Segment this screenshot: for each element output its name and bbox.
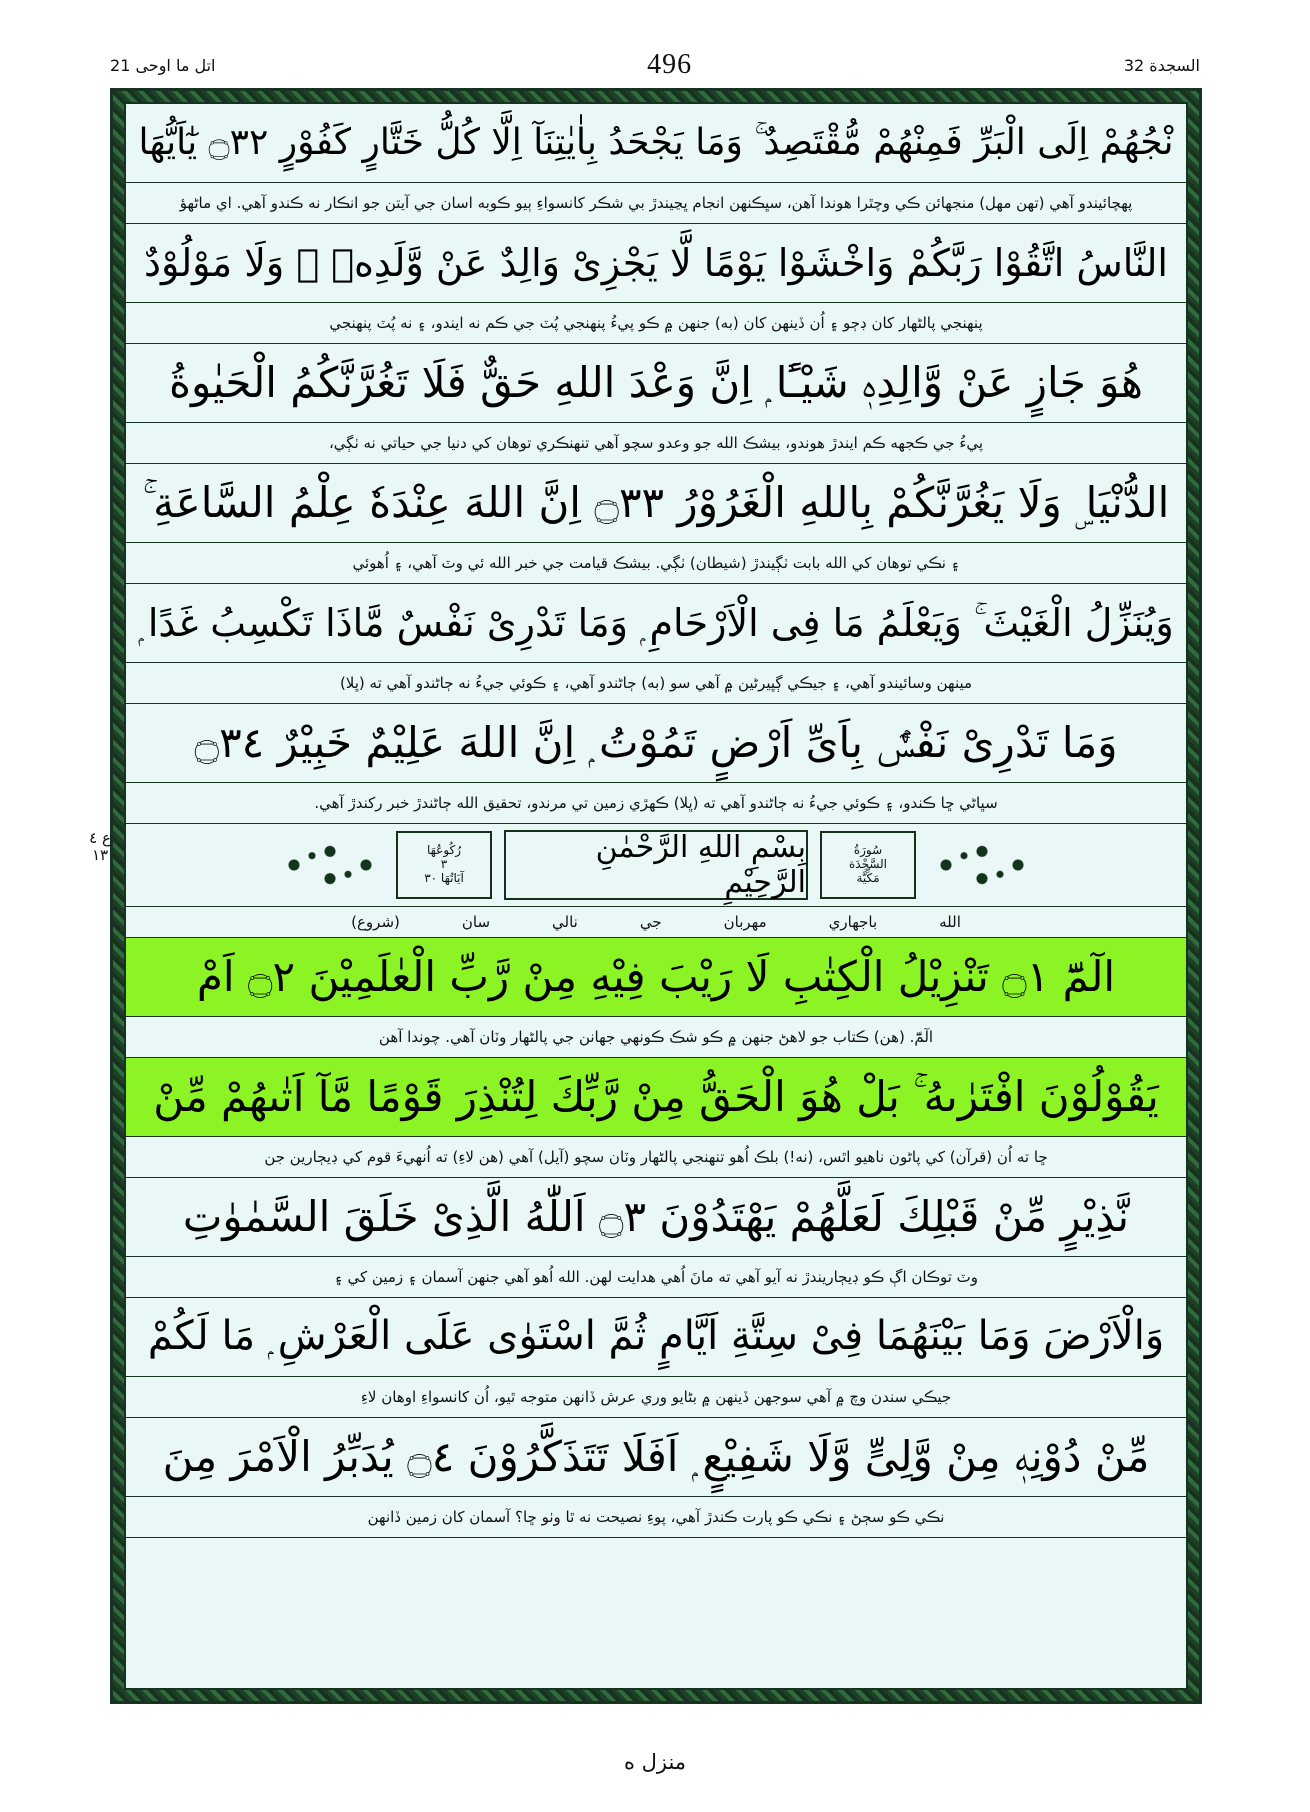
ayah-arabic-text: هُوَ جَازٍ عَنْ وَّالِدِهٖ شَيْـًٔا ۭ اِنَّ وَعْدَ اللهِ حَقٌّ فَلَا تَغُرَّنَّكُمُ الْحَيٰوةُ [168, 358, 1144, 408]
translation-row [126, 543, 1186, 584]
ayah-row [126, 1298, 1186, 1377]
ornament-icon [922, 834, 1042, 896]
basmala-word: جي [639, 913, 662, 931]
ayah-arabic-text: نَّذِيْرٍ مِّنْ قَبْلِكَ لَعَلَّهُمْ يَهْتَدُوْنَ ۝٣ اَللّٰهُ الَّذِىْ خَلَقَ السَّمٰوٰتِ [182, 1192, 1130, 1242]
ayah-row-highlighted [126, 938, 1186, 1017]
ayah-arabic-text: يَقُوْلُوْنَ افْتَرٰىهُ ۚ بَلْ هُوَ الْحَقُّ مِنْ رَّبِّكَ لِتُنْذِرَ قَوْمًا مَّآ اَتٰىهُمْ مِّنْ [153, 1072, 1159, 1122]
ayah-row [126, 1418, 1186, 1497]
basmala-word: (شروع) [351, 913, 400, 931]
ayah-row [126, 464, 1186, 543]
juz-side-marker: ع ٤ ١٣ [89, 829, 111, 865]
surah-box-ruku-label: رُكُوعُهَا [426, 843, 462, 858]
manzil-label: منزل ه [623, 1750, 687, 1774]
ayah-row [126, 344, 1186, 423]
translation-text: پيءُ جي ڪجهه ڪم ايندڙ هوندو، بيشڪ الله جو وعدو سچو آهي تنهنڪري توهان کي دنيا جي حياتي نه ٺڳي، [328, 433, 984, 452]
page-footer [0, 1750, 1310, 1774]
basmala-word: نالي [552, 913, 578, 931]
translation-row [126, 303, 1186, 344]
translation-row [126, 1497, 1186, 1538]
surah-info-box-left [396, 831, 492, 899]
translation-text: پهچائيندو آهي (تهن مهل) منجهائن ڪي وچٿرا هوندا آهن، سڀڪنهن انجام ڀڃيندڙ بي شڪر کانسواءِ ٻيو ڪوبه اسان جي آيتن جو انڪار نه ڪندو آهي. اي ماڻهؤ [179, 193, 1133, 212]
surah-box-line3: مَكِّيَّة [856, 870, 880, 885]
ayah-arabic-text: وَالْاَرْضَ وَمَا بَيْنَهُمَا فِىْ سِتَّةِ اَيَّامٍ ثُمَّ اسْتَوٰى عَلَى الْعَرْشِ ۭ مَا لَكُمْ [147, 1313, 1165, 1360]
ayah-row [126, 224, 1186, 303]
ayah-arabic-text: الدُّنْيَا ۣ وَلَا يَغُرَّنَّكُمْ بِاللهِ الْغَرُوْرُ ۝٣٣ اِنَّ اللهَ عِنْدَهٗ عِلْمُ السَّاعَةِ ۚ [142, 478, 1170, 528]
translation-row [126, 423, 1186, 464]
ayah-arabic-text: وَمَا تَدْرِىْ نَفْسٌۢ بِاَىِّ اَرْضٍ تَمُوْتُ ۭ اِنَّ اللهَ عَلِيْمٌ خَبِيْرٌ ۝٣٤ [194, 718, 1118, 768]
surah-box-line2: السَّجْدَة [848, 857, 888, 872]
basmala-word: سان [461, 913, 491, 931]
ayah-arabic-text: وَيُنَزِّلُ الْغَيْثَ ۚ وَيَعْلَمُ مَا فِى الْاَرْحَامِ ۭ وَمَا تَدْرِىْ نَفْسٌ مَّاذَا تَكْسِبُ غَدًا ۭ [138, 600, 1174, 645]
ayah-row [126, 1178, 1186, 1257]
ayah-row-highlighted [126, 1058, 1186, 1137]
translation-text: ۽ نڪي توهان کي الله بابت ٺڳيندڙ (شيطان) ٺڳي. بيشڪ قيامت جي خبر الله ئي وٽ آهي، ۽ اُهوئي [352, 553, 960, 572]
basmala-word: باجهاري [828, 913, 878, 931]
translation-row [126, 663, 1186, 704]
translation-row [126, 183, 1186, 224]
ayah-arabic-text: النَّاسُ اتَّقُوْا رَبَّكُمْ وَاخْشَوْا يَوْمًا لَّا يَجْزِىْ وَالِدٌ عَنْ وَّلَدِهٖ ۖ وَلَا مَوْلُوْدٌ [144, 240, 1168, 285]
juz-name-label: اتل ما اوحی 21 [110, 55, 216, 75]
ayah-arabic-text: الٓمّٓ ۝١ تَنْزِيْلُ الْكِتٰبِ لَا رَيْبَ فِيْهِ مِنْ رَّبِّ الْعٰلَمِيْنَ ۝٢ اَمْ [196, 952, 1116, 1002]
translation-text: الٓمّٓ. (هن) ڪتاب جو لاهڻ جنهن ۾ ڪو شڪ ڪونهي جهانن جي پالڻهار وٽان آهي. چوندا آهن [378, 1027, 934, 1046]
translation-row [126, 783, 1186, 824]
basmala-word: الله [939, 913, 961, 931]
surah-box-ruku-count: ٣ [440, 857, 448, 872]
translation-text: پنهنجي پالڻهار کان ڊڄو ۽ اُن ڏينهن کان (به) جنهن ۾ ڪو پيءُ پنهنجي پُٽ جي ڪم نه ايندو، ۽ نه پُٽ پنهنجي [329, 313, 983, 332]
surah-name-label: السجدة 32 [1123, 55, 1200, 75]
translation-text: ڇا ته اُن (قرآن) کي پاڻون ناهيو اٿس، (نه!) بلڪ اُهو تنهنجي پالڻهار وٽان سچو (آيل) آهي (هن لاءِ) ته اُنهيءَ قوم کي ڊيڄارين جن [264, 1147, 1048, 1166]
basmala-text: بِسْمِ اللهِ الرَّحْمٰنِ الرَّحِيْمِ [504, 830, 808, 900]
ayah-arabic-text: مِّنْ دُوْنِهٖ مِنْ وَّلِىٍّ وَّلَا شَفِيْعٍ ۭ اَفَلَا تَتَذَكَّرُوْنَ ۝٤ يُدَبِّرُ الْاَمْرَ مِنَ [162, 1432, 1150, 1482]
surah-box-ayah-count: آيَاتُهَا ٣٠ [424, 870, 464, 885]
ayah-row [126, 104, 1186, 183]
ayah-arabic-text: نْجُهُمْ اِلَى الْبَرِّ فَمِنْهُمْ مُّقْتَصِدٌ ۚ وَمَا يَجْحَدُ بِاٰيٰتِنَآ اِلَّا كُلُّ خَتَّارٍ كَفُوْرٍ ۝٣٢ يٰٓاَيُّهَا [138, 121, 1174, 163]
translation-row [126, 1017, 1186, 1058]
basmala-word: مهربان [723, 913, 767, 931]
basmala-band [126, 824, 1186, 907]
ayah-row [126, 704, 1186, 783]
translation-row [126, 1137, 1186, 1178]
page-number: 496 [647, 49, 693, 80]
translation-text: وٽ توڪان اڳ ڪو ڊيڄاريندڙ نه آيو آهي ته مانَ اُهي هدايت لهن. الله اُهو آهي جنهن آسمان ۽ زمين کي ۽ [333, 1267, 979, 1286]
translation-row [126, 1377, 1186, 1418]
translation-text: مينهن وسائيندو آهي، ۽ جيڪي ڳڀيرڻين ۾ آهي سو (به) ڄاڻندو آهي، ۽ ڪوئي جيءُ نه ڄاڻندو آهي ته (ڀلا) [339, 673, 973, 692]
page-content [126, 104, 1186, 1688]
surah-box-line1: سُورَةُ [853, 843, 883, 858]
translation-text: سڀاڻي ڇا ڪندو، ۽ ڪوئي جيءُ نه ڄاڻندو آهي ته (ڀلا) ڪهڙي زمين تي مرندو، تحقيق الله ڄاڻندڙ خبر رکندڙ آهي. [314, 793, 998, 812]
surah-info-box-right [820, 831, 916, 899]
translation-text: نڪي ڪو سڄڻ ۽ نڪي ڪو پارت ڪندڙ آهي، پوءِ نصيحت نه ٿا وٺو ڇا؟ آسمان کان زمين ڏانهن [367, 1507, 945, 1526]
translation-row [126, 1257, 1186, 1298]
page-header [110, 48, 1200, 82]
translation-text: جيڪي سندن وچ ۾ آهي سوجهن ڏينهن ۾ بڻايو وري عرش ڏانهن متوجه ٿيو، اُن کانسواءِ اوهان لاءِ [360, 1387, 952, 1406]
basmala-translation-row [126, 907, 1186, 938]
ornament-icon [270, 834, 390, 896]
ayah-row [126, 584, 1186, 663]
